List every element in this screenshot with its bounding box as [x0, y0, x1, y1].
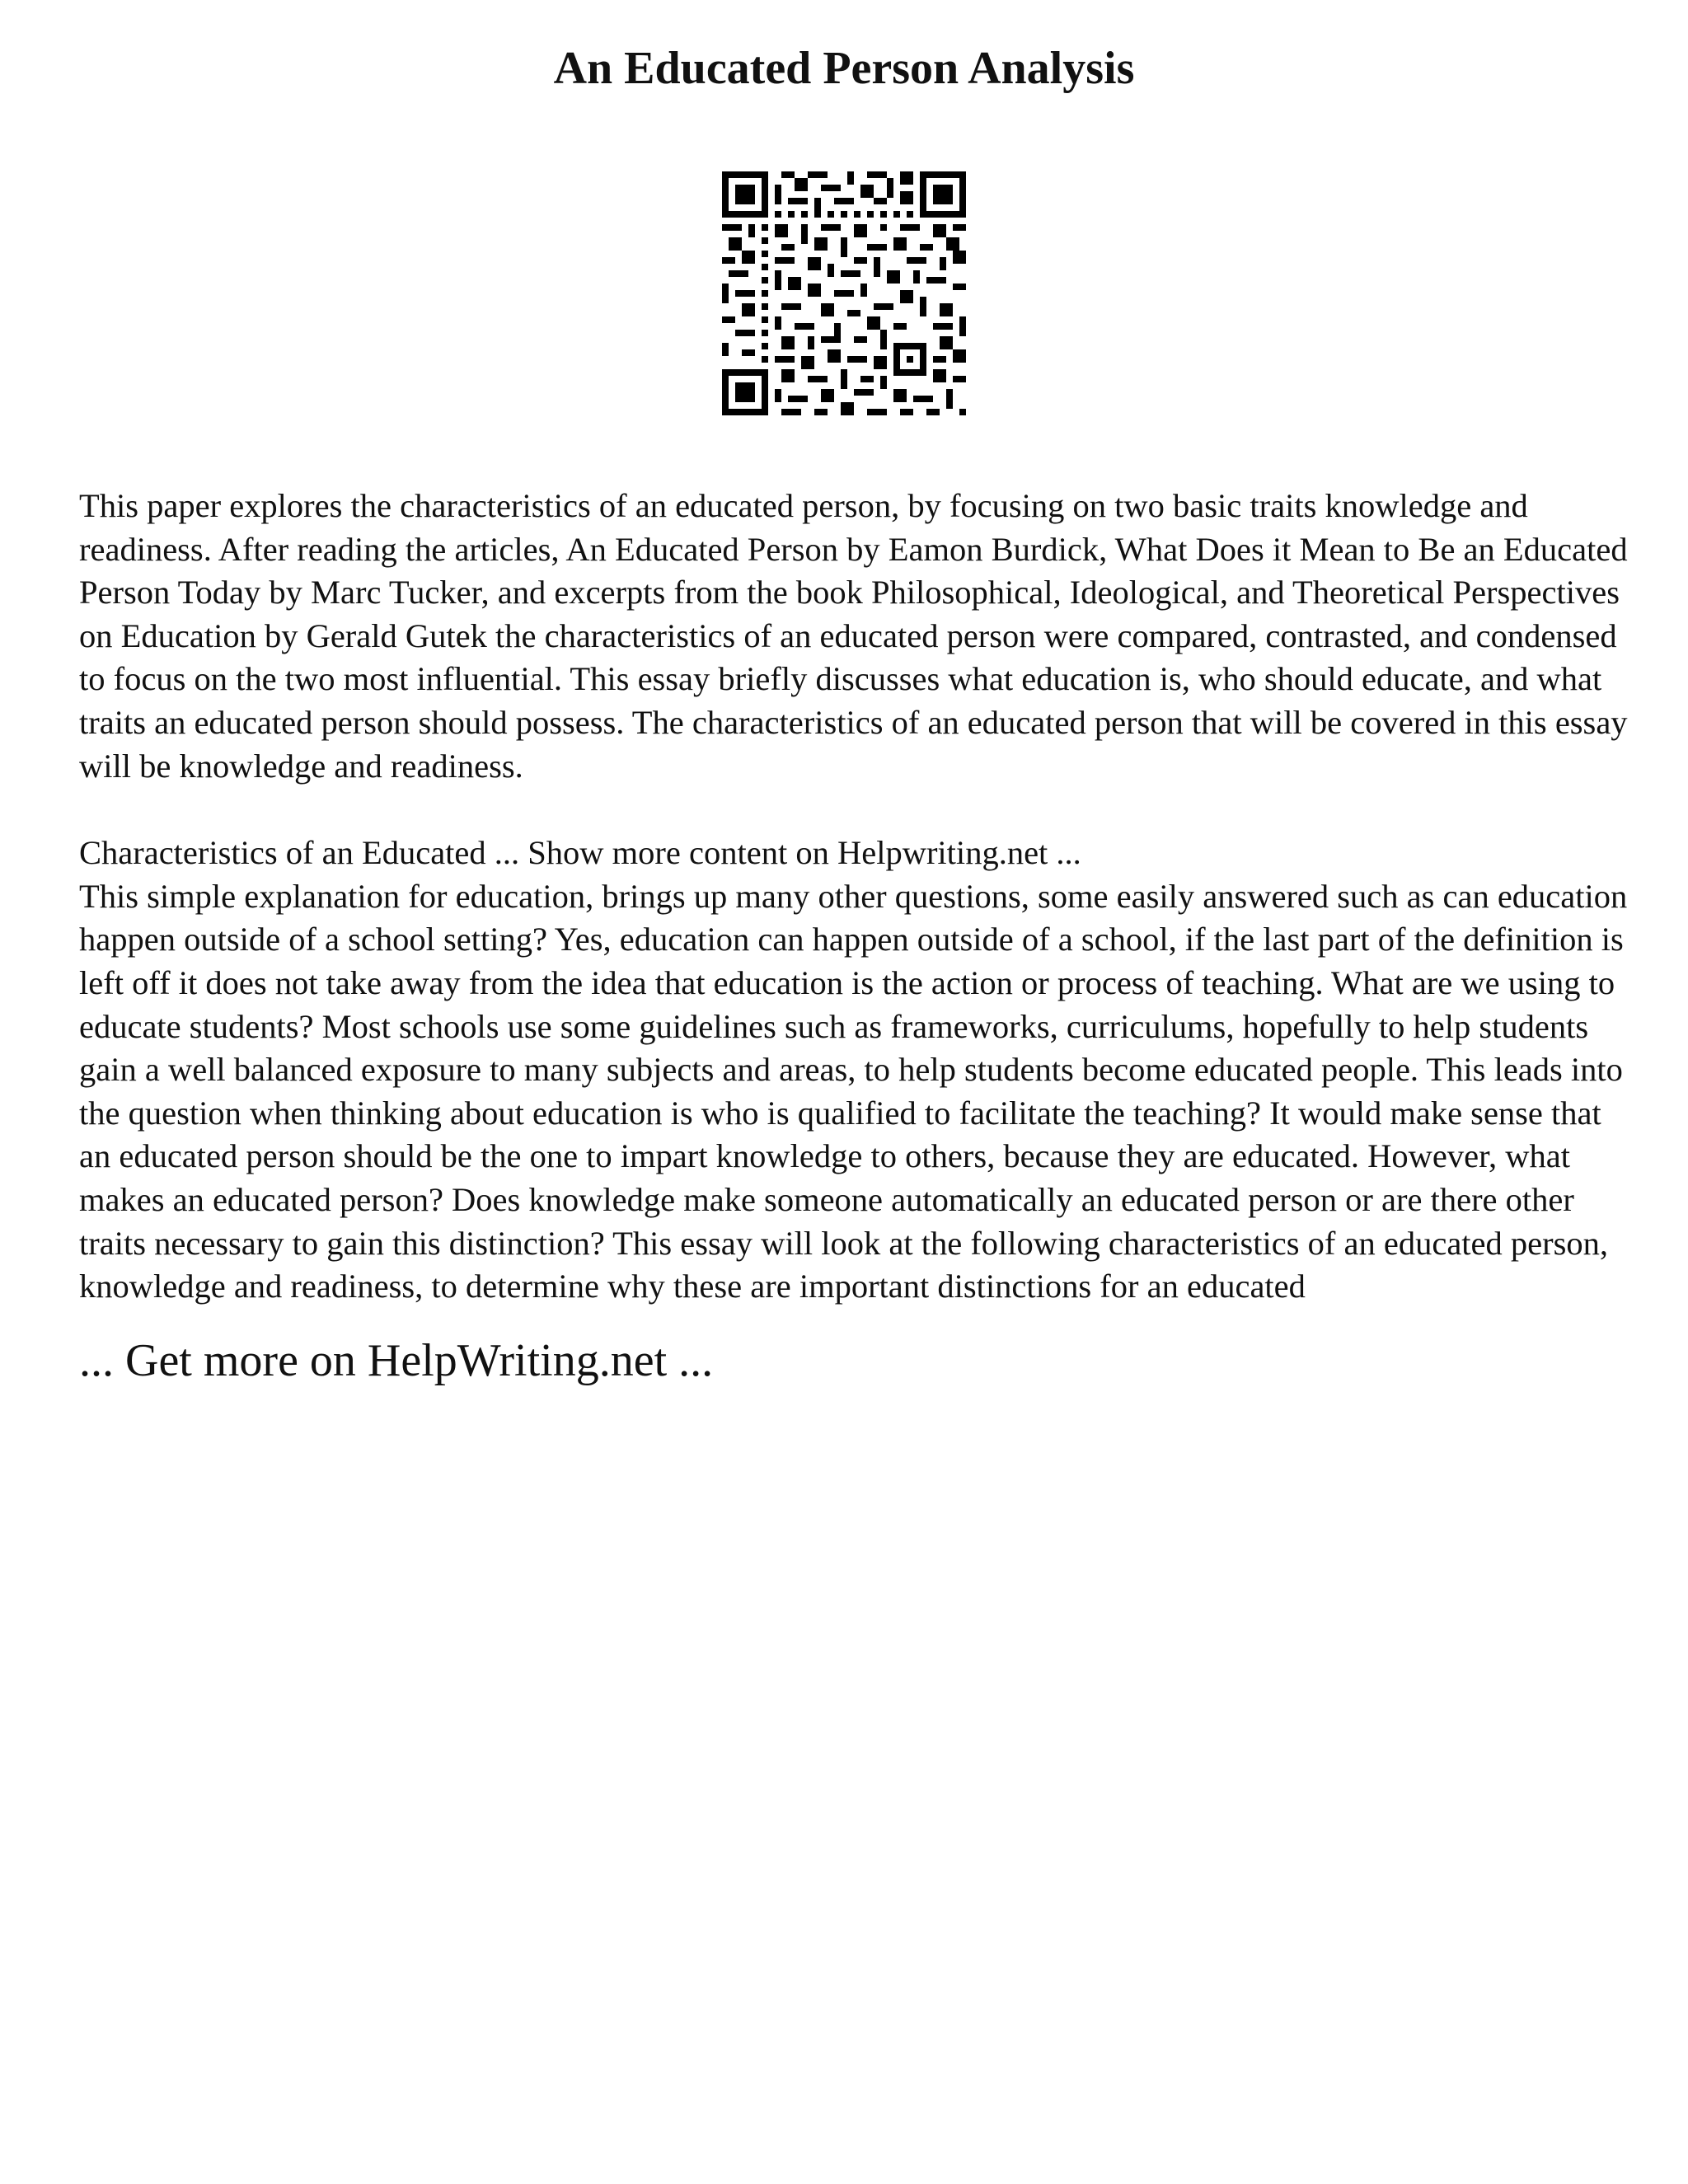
show-more-line: Characteristics of an Educated ... Show more content on Helpwriting.net ...	[79, 834, 1081, 872]
body-paragraph: This simple explanation for education, brings up many other questions, some easily answered such as can education happen outside of a school setting? Yes, education can happen outside of a school, if the last part of the definition is left off it does not take away from the idea that education is the action or process of teaching. What are we using to educate students? Most schools use some guidelines such as frameworks, curriculums, hopefully to help students gain a well balanced exposure to many subjects and areas, to help students become educated people. This leads into the question when thinking about education is who is qualified to facilitate the teaching? It would make sense that an educated person should be the one to impart knowledge to others, because they are educated. However, what makes an educated person? Does knowledge make someone automatically an educated person or are there other traits necessary to gain this distinction? This essay will look at the following characteristics of an educated person, knowledge and readiness, to determine why these are important distinctions for an educated	[79, 877, 1628, 1305]
get-more-link[interactable]: ... Get more on HelpWriting.net ...	[79, 1334, 714, 1386]
paragraph-spacer	[79, 788, 1629, 832]
page-title: An Educated Person Analysis	[553, 43, 1135, 94]
qr-code-icon	[722, 171, 966, 415]
intro-paragraph: This paper explores the characteristics of an educated person, by focusing on two basic traits knowledge and readiness. After reading the articles, An Educated Person by Eamon Burdick, What Does it Mean to Be an Educated Person Today by Marc Tucker, and excerpts from the book Philosophical, Ideological, and Theoretical Perspectives on Education by Gerald Gutek the characteristics of an educated person were compared, contrasted, and condensed to focus on the two most influential. This essay briefly discusses what education is, who should educate, and what traits an educated person should possess. The characteristics of an educated person that will be covered in this essay will be knowledge and readiness.	[79, 487, 1628, 785]
document-body	[79, 485, 1629, 1390]
